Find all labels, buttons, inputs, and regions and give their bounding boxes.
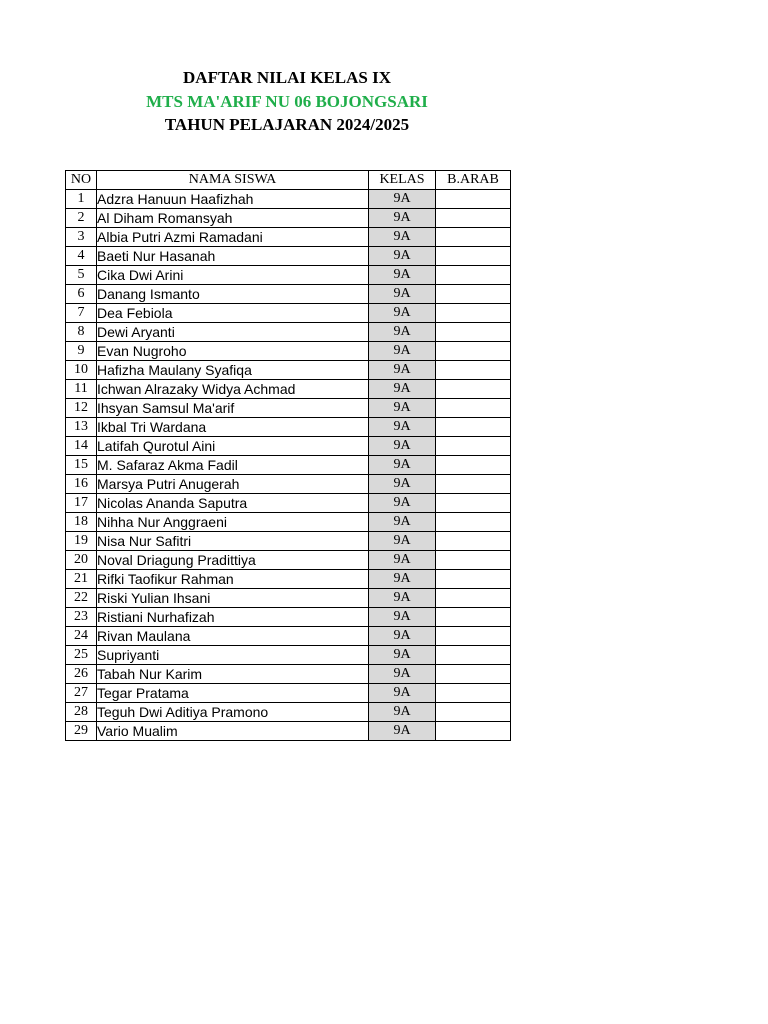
arabic-grade-cell — [436, 494, 511, 513]
student-name-cell: Evan Nugroho — [97, 342, 369, 361]
class-cell: 9A — [369, 361, 436, 380]
class-cell: 9A — [369, 399, 436, 418]
table-row — [66, 665, 511, 684]
student-name-cell: Vario Mualim — [97, 722, 369, 741]
student-name-cell: Dewi Aryanti — [97, 323, 369, 342]
row-number-cell: 17 — [66, 494, 97, 513]
arabic-grade-cell — [436, 532, 511, 551]
table-row — [66, 456, 511, 475]
student-name-cell: Teguh Dwi Aditiya Pramono — [97, 703, 369, 722]
class-cell: 9A — [369, 684, 436, 703]
student-name-cell: Dea Febiola — [97, 304, 369, 323]
row-number-cell: 18 — [66, 513, 97, 532]
class-cell: 9A — [369, 703, 436, 722]
table-row — [66, 285, 511, 304]
row-number-cell: 9 — [66, 342, 97, 361]
class-cell: 9A — [369, 418, 436, 437]
table-row — [66, 342, 511, 361]
arabic-grade-cell — [436, 589, 511, 608]
arabic-grade-cell — [436, 513, 511, 532]
student-name-cell: Al Diham Romansyah — [97, 209, 369, 228]
arabic-grade-cell — [436, 342, 511, 361]
row-number-cell: 7 — [66, 304, 97, 323]
student-name-cell: M. Safaraz Akma Fadil — [97, 456, 369, 475]
row-number-cell: 6 — [66, 285, 97, 304]
class-cell: 9A — [369, 247, 436, 266]
arabic-grade-cell — [436, 456, 511, 475]
row-number-cell: 2 — [66, 209, 97, 228]
row-number-cell: 15 — [66, 456, 97, 475]
row-number-cell: 5 — [66, 266, 97, 285]
class-cell: 9A — [369, 475, 436, 494]
class-cell: 9A — [369, 494, 436, 513]
arabic-grade-cell — [436, 304, 511, 323]
arabic-grade-cell — [436, 228, 511, 247]
table-row — [66, 703, 511, 722]
student-name-cell: Ristiani Nurhafizah — [97, 608, 369, 627]
arabic-grade-cell — [436, 190, 511, 209]
table-row — [66, 380, 511, 399]
column-header-kelas: KELAS — [369, 171, 436, 190]
class-cell: 9A — [369, 304, 436, 323]
class-cell: 9A — [369, 190, 436, 209]
row-number-cell: 8 — [66, 323, 97, 342]
row-number-cell: 13 — [66, 418, 97, 437]
academic-year: TAHUN PELAJARAN 2024/2025 — [164, 115, 410, 134]
arabic-grade-cell — [436, 266, 511, 285]
row-number-cell: 22 — [66, 589, 97, 608]
row-number-cell: 11 — [66, 380, 97, 399]
student-name-cell: Nisa Nur Safitri — [97, 532, 369, 551]
class-cell: 9A — [369, 665, 436, 684]
student-name-cell: Tegar Pratama — [97, 684, 369, 703]
arabic-grade-cell — [436, 608, 511, 627]
arabic-grade-cell — [436, 551, 511, 570]
student-name-cell: Latifah Qurotul Aini — [97, 437, 369, 456]
student-name-cell: Baeti Nur Hasanah — [97, 247, 369, 266]
arabic-grade-cell — [436, 570, 511, 589]
class-cell: 9A — [369, 342, 436, 361]
row-number-cell: 14 — [66, 437, 97, 456]
row-number-cell: 23 — [66, 608, 97, 627]
student-name-cell: Noval Driagung Pradittiya — [97, 551, 369, 570]
student-name-cell: Nihha Nur Anggraeni — [97, 513, 369, 532]
arabic-grade-cell — [436, 247, 511, 266]
row-number-cell: 21 — [66, 570, 97, 589]
arabic-grade-cell — [436, 380, 511, 399]
table-row — [66, 190, 511, 209]
student-name-cell: Supriyanti — [97, 646, 369, 665]
table-row — [66, 494, 511, 513]
row-number-cell: 20 — [66, 551, 97, 570]
class-cell: 9A — [369, 209, 436, 228]
student-name-cell: Ichwan Alrazaky Widya Achmad — [97, 380, 369, 399]
student-name-cell: Ikbal Tri Wardana — [97, 418, 369, 437]
arabic-grade-cell — [436, 665, 511, 684]
arabic-grade-cell — [436, 646, 511, 665]
table-row — [66, 513, 511, 532]
class-cell: 9A — [369, 380, 436, 399]
class-cell: 9A — [369, 228, 436, 247]
class-cell: 9A — [369, 627, 436, 646]
arabic-grade-cell — [436, 323, 511, 342]
table-row — [66, 304, 511, 323]
column-header-name: NAMA SISWA — [97, 171, 369, 190]
student-name-cell: Tabah Nur Karim — [97, 665, 369, 684]
row-number-cell: 24 — [66, 627, 97, 646]
table-row — [66, 361, 511, 380]
arabic-grade-cell — [436, 361, 511, 380]
table-row — [66, 209, 511, 228]
document-title: DAFTAR NILAI KELAS IX — [183, 68, 391, 87]
class-cell: 9A — [369, 722, 436, 741]
table-row — [66, 228, 511, 247]
arabic-grade-cell — [436, 722, 511, 741]
table-row — [66, 646, 511, 665]
row-number-cell: 29 — [66, 722, 97, 741]
class-cell: 9A — [369, 551, 436, 570]
row-number-cell: 25 — [66, 646, 97, 665]
row-number-cell: 28 — [66, 703, 97, 722]
table-row — [66, 475, 511, 494]
arabic-grade-cell — [436, 418, 511, 437]
class-cell: 9A — [369, 608, 436, 627]
class-cell: 9A — [369, 323, 436, 342]
class-cell: 9A — [369, 456, 436, 475]
row-number-cell: 1 — [66, 190, 97, 209]
column-header-no: NO — [66, 171, 97, 190]
student-name-cell: Ihsyan Samsul Ma'arif — [97, 399, 369, 418]
table-row — [66, 684, 511, 703]
arabic-grade-cell — [436, 399, 511, 418]
row-number-cell: 4 — [66, 247, 97, 266]
student-name-cell: Hafizha Maulany Syafiqa — [97, 361, 369, 380]
table-row — [66, 570, 511, 589]
class-cell: 9A — [369, 532, 436, 551]
table-row — [66, 437, 511, 456]
school-name: MTS MA'ARIF NU 06 BOJONGSARI — [146, 91, 428, 111]
document-header — [0, 66, 574, 137]
class-cell: 9A — [369, 266, 436, 285]
grades-table — [65, 170, 511, 741]
table-row — [66, 551, 511, 570]
arabic-grade-cell — [436, 285, 511, 304]
arabic-grade-cell — [436, 703, 511, 722]
table-row — [66, 608, 511, 627]
table-row — [66, 532, 511, 551]
table-header-row — [66, 171, 511, 190]
arabic-grade-cell — [436, 627, 511, 646]
arabic-grade-cell — [436, 209, 511, 228]
student-name-cell: Danang Ismanto — [97, 285, 369, 304]
row-number-cell: 27 — [66, 684, 97, 703]
table-row — [66, 722, 511, 741]
student-name-cell: Cika Dwi Arini — [97, 266, 369, 285]
student-name-cell: Rifki Taofikur Rahman — [97, 570, 369, 589]
class-cell: 9A — [369, 437, 436, 456]
table-row — [66, 266, 511, 285]
arabic-grade-cell — [436, 475, 511, 494]
table-row — [66, 247, 511, 266]
student-name-cell: Albia Putri Azmi Ramadani — [97, 228, 369, 247]
table-row — [66, 589, 511, 608]
arabic-grade-cell — [436, 684, 511, 703]
arabic-grade-cell — [436, 437, 511, 456]
row-number-cell: 3 — [66, 228, 97, 247]
table-row — [66, 627, 511, 646]
table-row — [66, 418, 511, 437]
class-cell: 9A — [369, 285, 436, 304]
class-cell: 9A — [369, 570, 436, 589]
row-number-cell: 19 — [66, 532, 97, 551]
class-cell: 9A — [369, 646, 436, 665]
column-header-arab: B.ARAB — [436, 171, 511, 190]
class-cell: 9A — [369, 513, 436, 532]
student-name-cell: Rivan Maulana — [97, 627, 369, 646]
student-name-cell: Nicolas Ananda Saputra — [97, 494, 369, 513]
table-row — [66, 399, 511, 418]
student-name-cell: Adzra Hanuun Haafizhah — [97, 190, 369, 209]
row-number-cell: 12 — [66, 399, 97, 418]
row-number-cell: 26 — [66, 665, 97, 684]
row-number-cell: 16 — [66, 475, 97, 494]
row-number-cell: 10 — [66, 361, 97, 380]
table-row — [66, 323, 511, 342]
student-name-cell: Riski Yulian Ihsani — [97, 589, 369, 608]
student-name-cell: Marsya Putri Anugerah — [97, 475, 369, 494]
class-cell: 9A — [369, 589, 436, 608]
